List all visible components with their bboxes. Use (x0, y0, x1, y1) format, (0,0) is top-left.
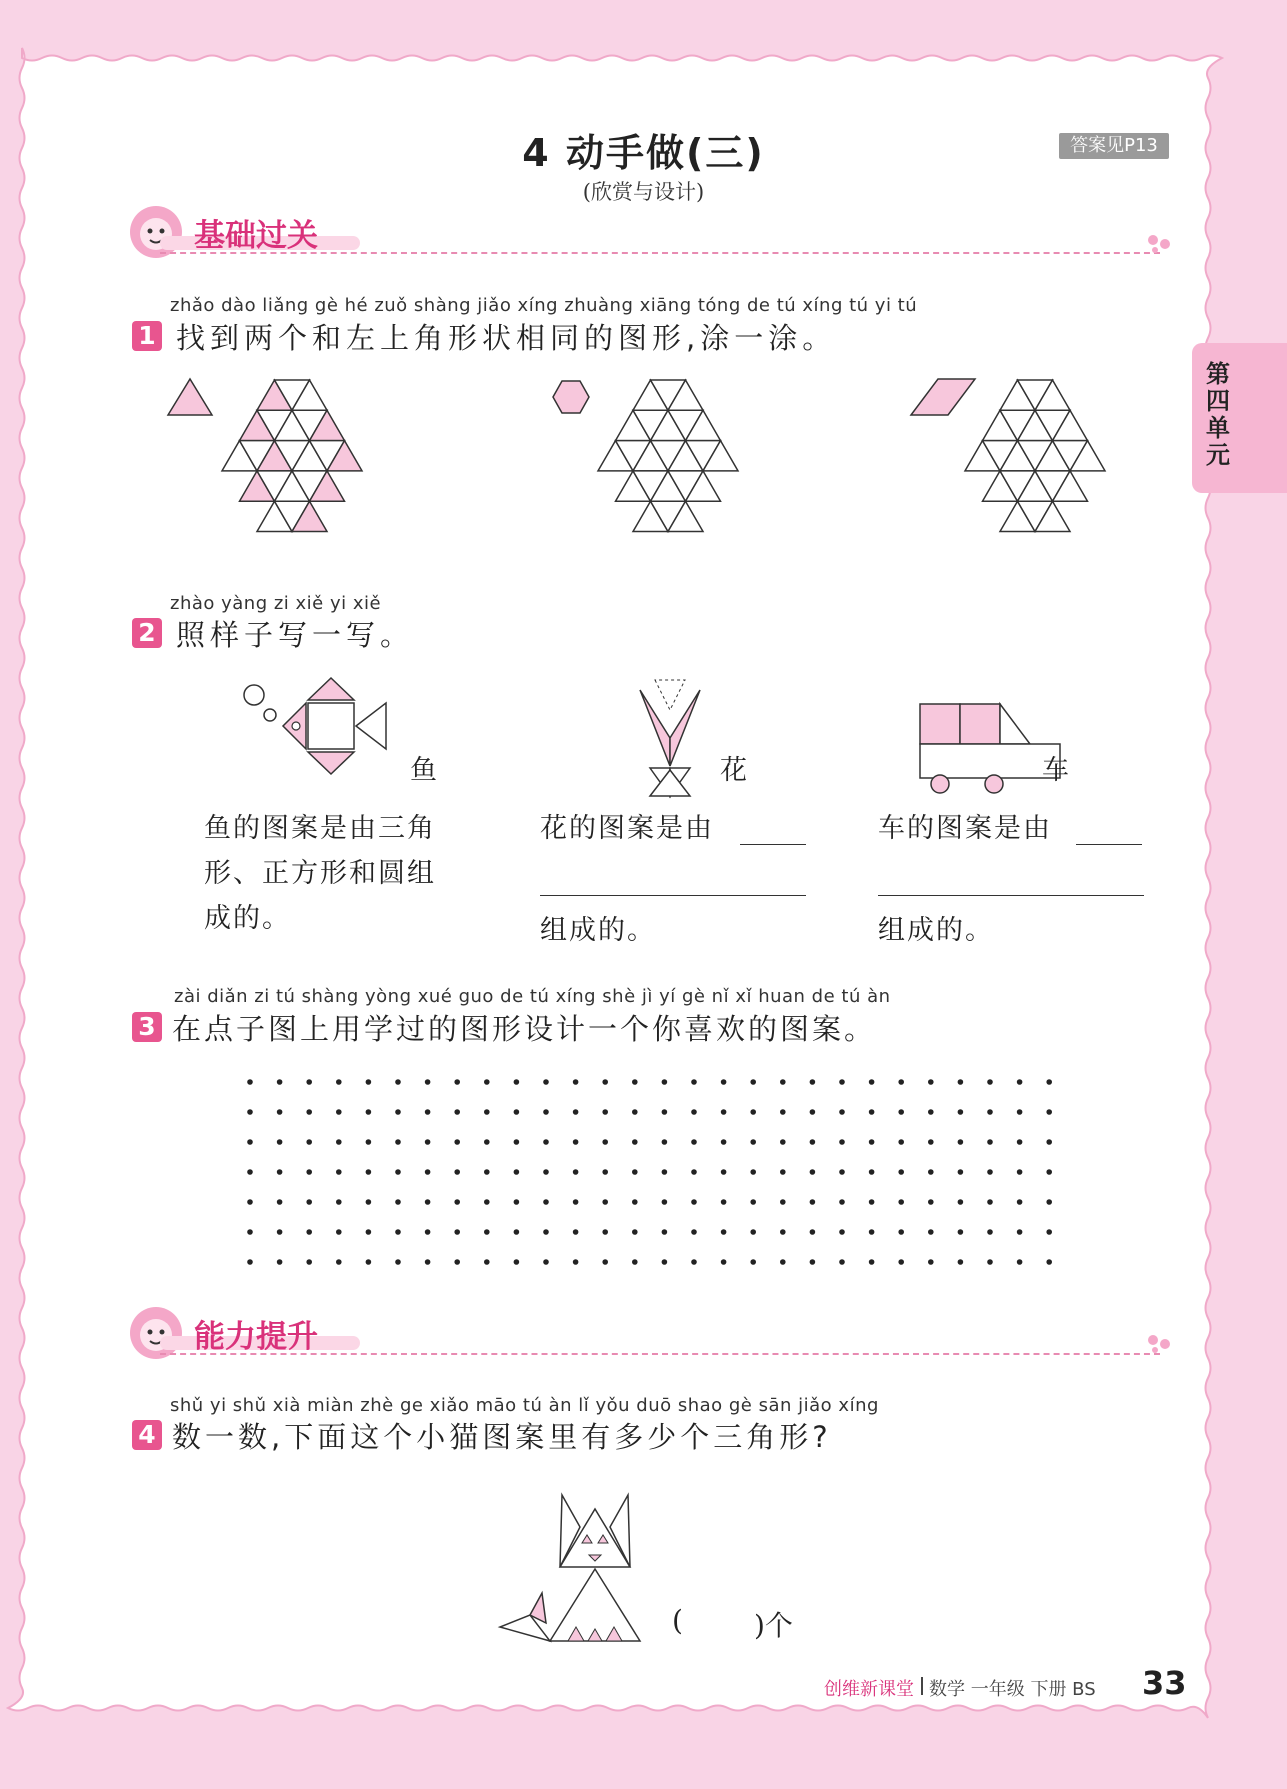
grid-dot[interactable] (602, 1109, 608, 1115)
grid-dot[interactable] (810, 1229, 816, 1235)
triangle-grid-1[interactable] (222, 380, 362, 532)
fish-figure (244, 678, 386, 774)
q2-pinyin: zhào yàng zi xiě yi xiě (170, 593, 382, 614)
grid-dot[interactable] (662, 1079, 668, 1085)
grid-dot[interactable] (662, 1109, 668, 1115)
grid-dot[interactable] (395, 1139, 401, 1145)
grid-dot[interactable] (277, 1079, 283, 1085)
grid-dot[interactable] (691, 1109, 697, 1115)
grid-dot[interactable] (750, 1259, 756, 1265)
grid-dot[interactable] (395, 1229, 401, 1235)
q3-text: 在点子图上用学过的图形设计一个你喜欢的图案。 (172, 1012, 877, 1046)
grid-dot[interactable] (1017, 1259, 1023, 1265)
grid-dot[interactable] (336, 1109, 342, 1115)
sample-hexagon-shape (553, 381, 589, 413)
grid-dot[interactable] (839, 1139, 845, 1145)
grid-dot[interactable] (484, 1199, 490, 1205)
grid-dot[interactable] (869, 1169, 875, 1175)
grid-dot[interactable] (543, 1259, 549, 1265)
grid-dot[interactable] (898, 1109, 904, 1115)
grid-dot[interactable] (928, 1109, 934, 1115)
grid-dot[interactable] (810, 1199, 816, 1205)
grid-dot[interactable] (1046, 1079, 1052, 1085)
grid-dot[interactable] (750, 1079, 756, 1085)
grid-dot[interactable] (514, 1079, 520, 1085)
triangle-grid-2[interactable] (598, 380, 738, 532)
grid-dot[interactable] (277, 1109, 283, 1115)
grid-dot[interactable] (662, 1169, 668, 1175)
grid-dot[interactable] (839, 1079, 845, 1085)
grid-dot[interactable] (987, 1199, 993, 1205)
grid-dot[interactable] (425, 1169, 431, 1175)
grid-dot[interactable] (543, 1169, 549, 1175)
grid-dot[interactable] (1046, 1259, 1052, 1265)
grid-dot[interactable] (484, 1139, 490, 1145)
grid-dot[interactable] (1017, 1229, 1023, 1235)
fish-desc-line2: 形、正方形和圆组 (204, 858, 436, 889)
grid-dot[interactable] (810, 1079, 816, 1085)
car-desc-line3: 组成的。 (878, 915, 994, 946)
grid-dot[interactable] (958, 1139, 964, 1145)
grid-dot[interactable] (454, 1139, 460, 1145)
grid-dot[interactable] (928, 1259, 934, 1265)
grid-dot[interactable] (780, 1199, 786, 1205)
grid-dot[interactable] (395, 1199, 401, 1205)
grid-dot[interactable] (602, 1199, 608, 1205)
q4-pinyin: shǔ yi shǔ xià miàn zhè ge xiǎo māo tú àn lǐ yǒu duō shao gè sān jiǎo xíng (170, 1395, 879, 1416)
grid-dot[interactable] (958, 1109, 964, 1115)
grid-dot[interactable] (336, 1229, 342, 1235)
grid-dot[interactable] (810, 1169, 816, 1175)
grid-dot[interactable] (721, 1169, 727, 1175)
grid-dot[interactable] (425, 1259, 431, 1265)
grid-dot[interactable] (928, 1199, 934, 1205)
grid-dot[interactable] (277, 1139, 283, 1145)
grid-dot[interactable] (632, 1199, 638, 1205)
grid-dot[interactable] (277, 1259, 283, 1265)
grid-dot[interactable] (928, 1079, 934, 1085)
grid-dot[interactable] (987, 1109, 993, 1115)
grid-dot[interactable] (543, 1229, 549, 1235)
grid-dot[interactable] (839, 1229, 845, 1235)
grid-dot[interactable] (632, 1229, 638, 1235)
section-divider (160, 1353, 1160, 1355)
car-answer-blank-1[interactable] (1076, 844, 1142, 845)
grid-dot[interactable] (484, 1259, 490, 1265)
grid-dot[interactable] (1017, 1079, 1023, 1085)
car-answer-blank-2[interactable] (878, 895, 1144, 896)
grid-dot[interactable] (602, 1139, 608, 1145)
grid-dot[interactable] (1046, 1199, 1052, 1205)
grid-dot[interactable] (810, 1109, 816, 1115)
car-label: 车 (1042, 755, 1069, 786)
section-divider (160, 252, 1160, 254)
flower-answer-blank-2[interactable] (540, 895, 806, 896)
grid-dot[interactable] (987, 1169, 993, 1175)
grid-dot[interactable] (395, 1079, 401, 1085)
grid-dot[interactable] (514, 1259, 520, 1265)
dots-ornament-icon (1145, 1334, 1175, 1354)
grid-dot[interactable] (632, 1259, 638, 1265)
grid-dot[interactable] (514, 1169, 520, 1175)
grid-dot[interactable] (573, 1079, 579, 1085)
grid-dot[interactable] (573, 1259, 579, 1265)
flower-figure (640, 680, 700, 796)
dot-grid-canvas[interactable] (240, 1070, 1060, 1270)
grid-dot[interactable] (514, 1139, 520, 1145)
grid-dot[interactable] (277, 1229, 283, 1235)
grid-dot[interactable] (247, 1109, 253, 1115)
grid-dot[interactable] (691, 1079, 697, 1085)
car-figure (920, 704, 1060, 793)
grid-dot[interactable] (1017, 1199, 1023, 1205)
grid-dot[interactable] (750, 1109, 756, 1115)
grid-dot[interactable] (573, 1169, 579, 1175)
grid-dot[interactable] (573, 1109, 579, 1115)
footer-info: 数学 一年级 下册 BS (929, 1679, 1096, 1700)
grid-dot[interactable] (721, 1079, 727, 1085)
grid-dot[interactable] (662, 1139, 668, 1145)
grid-dot[interactable] (958, 1169, 964, 1175)
page-number: 33 (1142, 1664, 1187, 1702)
q4-number: 4 (132, 1420, 162, 1450)
grid-dot[interactable] (543, 1079, 549, 1085)
grid-dot[interactable] (958, 1229, 964, 1235)
grid-dot[interactable] (336, 1079, 342, 1085)
grid-dot[interactable] (543, 1109, 549, 1115)
grid-dot[interactable] (336, 1259, 342, 1265)
grid-dot[interactable] (958, 1199, 964, 1205)
grid-dot[interactable] (484, 1169, 490, 1175)
flower-desc-line1: 花的图案是由 (540, 813, 714, 844)
grid-dot[interactable] (573, 1229, 579, 1235)
grid-dot[interactable] (750, 1199, 756, 1205)
grid-dot[interactable] (425, 1229, 431, 1235)
grid-dot[interactable] (662, 1259, 668, 1265)
grid-dot[interactable] (306, 1139, 312, 1145)
grid-dot[interactable] (247, 1229, 253, 1235)
grid-dot[interactable] (366, 1079, 372, 1085)
grid-dot[interactable] (721, 1229, 727, 1235)
fish-desc-line1: 鱼的图案是由三角 (204, 813, 436, 844)
grid-dot[interactable] (928, 1169, 934, 1175)
grid-dot[interactable] (1046, 1169, 1052, 1175)
grid-dot[interactable] (780, 1229, 786, 1235)
grid-dot[interactable] (247, 1259, 253, 1265)
answer-reference-badge: 答案见P13 (1059, 133, 1169, 159)
section-title-advanced: 能力提升 (194, 1319, 318, 1355)
grid-dot[interactable] (869, 1199, 875, 1205)
q4-text: 数一数,下面这个小猫图案里有多少个三角形? (172, 1420, 832, 1454)
footer-separator (921, 1677, 923, 1695)
sample-parallelogram-shape (911, 379, 975, 415)
grid-dot[interactable] (721, 1139, 727, 1145)
grid-dot[interactable] (366, 1229, 372, 1235)
grid-dot[interactable] (484, 1229, 490, 1235)
grid-dot[interactable] (662, 1229, 668, 1235)
grid-dot[interactable] (484, 1109, 490, 1115)
grid-dot[interactable] (987, 1139, 993, 1145)
fish-label: 鱼 (410, 755, 437, 786)
grid-dot[interactable] (602, 1079, 608, 1085)
grid-dot[interactable] (839, 1259, 845, 1265)
grid-dot[interactable] (721, 1109, 727, 1115)
grid-dot[interactable] (247, 1139, 253, 1145)
grid-dot[interactable] (691, 1229, 697, 1235)
grid-dot[interactable] (780, 1169, 786, 1175)
grid-dot[interactable] (306, 1199, 312, 1205)
section-title-basic: 基础过关 (194, 218, 318, 254)
grid-dot[interactable] (306, 1259, 312, 1265)
fish-desc-line3: 成的。 (204, 903, 291, 934)
grid-dot[interactable] (1046, 1139, 1052, 1145)
grid-dot[interactable] (780, 1259, 786, 1265)
grid-dot[interactable] (306, 1109, 312, 1115)
grid-dot[interactable] (780, 1139, 786, 1145)
grid-dot[interactable] (277, 1199, 283, 1205)
grid-dot[interactable] (839, 1109, 845, 1115)
grid-dot[interactable] (602, 1229, 608, 1235)
grid-dot[interactable] (898, 1259, 904, 1265)
grid-dot[interactable] (395, 1259, 401, 1265)
grid-dot[interactable] (691, 1139, 697, 1145)
grid-dot[interactable] (632, 1079, 638, 1085)
grid-dot[interactable] (247, 1079, 253, 1085)
grid-dot[interactable] (632, 1169, 638, 1175)
fish-description (204, 806, 436, 941)
triangle-grid-3[interactable] (965, 380, 1105, 532)
grid-dot[interactable] (1017, 1169, 1023, 1175)
grid-dot[interactable] (395, 1169, 401, 1175)
grid-dot[interactable] (454, 1169, 460, 1175)
grid-dot[interactable] (425, 1109, 431, 1115)
grid-dot[interactable] (1046, 1109, 1052, 1115)
q4-answer-close: )个 (754, 1609, 793, 1642)
grid-dot[interactable] (514, 1199, 520, 1205)
grid-dot[interactable] (898, 1229, 904, 1235)
q1-number: 1 (132, 321, 162, 351)
grid-dot[interactable] (632, 1139, 638, 1145)
grid-dot[interactable] (306, 1169, 312, 1175)
grid-dot[interactable] (987, 1079, 993, 1085)
grid-dot[interactable] (336, 1199, 342, 1205)
grid-dot[interactable] (839, 1169, 845, 1175)
grid-dot[interactable] (425, 1139, 431, 1145)
grid-dot[interactable] (662, 1199, 668, 1205)
grid-dot[interactable] (602, 1169, 608, 1175)
dots-ornament-icon (1145, 234, 1175, 254)
grid-dot[interactable] (454, 1229, 460, 1235)
grid-dot[interactable] (869, 1259, 875, 1265)
grid-dot[interactable] (247, 1199, 253, 1205)
q1-pinyin: zhǎo dào liǎng gè hé zuǒ shàng jiǎo xíng zhuàng xiāng tóng de tú xíng tú yi tú (170, 295, 918, 316)
unit-tab-label: 第四单元 (1206, 360, 1230, 469)
q3-pinyin: zài diǎn zi tú shàng yòng xué guo de tú xíng shè jì yí gè nǐ xǐ huan de tú àn (174, 986, 891, 1007)
q3-number: 3 (132, 1012, 162, 1042)
grid-dot[interactable] (691, 1169, 697, 1175)
flower-label: 花 (720, 755, 747, 786)
unit-tab (1192, 343, 1287, 493)
grid-dot[interactable] (514, 1229, 520, 1235)
grid-dot[interactable] (898, 1079, 904, 1085)
grid-dot[interactable] (691, 1259, 697, 1265)
grid-dot[interactable] (1046, 1229, 1052, 1235)
flower-answer-blank-1[interactable] (740, 844, 806, 845)
grid-dot[interactable] (366, 1259, 372, 1265)
grid-dot[interactable] (336, 1139, 342, 1145)
grid-dot[interactable] (247, 1169, 253, 1175)
q2-text: 照样子写一写。 (176, 618, 415, 652)
grid-dot[interactable] (780, 1109, 786, 1115)
sample-triangle-shape (168, 379, 212, 415)
grid-dot[interactable] (691, 1199, 697, 1205)
grid-dot[interactable] (395, 1109, 401, 1115)
grid-dot[interactable] (869, 1139, 875, 1145)
q1-figures (160, 370, 1160, 570)
grid-dot[interactable] (810, 1139, 816, 1145)
grid-dot[interactable] (425, 1079, 431, 1085)
page-title: 4 动手做(三) (522, 131, 765, 175)
grid-dot[interactable] (958, 1259, 964, 1265)
grid-dot[interactable] (366, 1199, 372, 1205)
grid-dot[interactable] (366, 1139, 372, 1145)
grid-dot[interactable] (573, 1139, 579, 1145)
grid-dot[interactable] (484, 1079, 490, 1085)
grid-dot[interactable] (898, 1199, 904, 1205)
grid-dot[interactable] (336, 1169, 342, 1175)
q4-answer-blank[interactable] (690, 1604, 750, 1638)
grid-dot[interactable] (306, 1079, 312, 1085)
grid-dot[interactable] (454, 1079, 460, 1085)
grid-dot[interactable] (721, 1259, 727, 1265)
grid-dot[interactable] (573, 1199, 579, 1205)
grid-dot[interactable] (869, 1109, 875, 1115)
grid-dot[interactable] (898, 1169, 904, 1175)
grid-dot[interactable] (454, 1109, 460, 1115)
flower-desc-line3: 组成的。 (540, 915, 656, 946)
grid-dot[interactable] (750, 1229, 756, 1235)
grid-dot[interactable] (869, 1229, 875, 1235)
q2-number: 2 (132, 618, 162, 648)
grid-dot[interactable] (750, 1169, 756, 1175)
footer-brand: 创维新课堂 (824, 1679, 914, 1700)
grid-dot[interactable] (928, 1139, 934, 1145)
page-subtitle: (欣赏与设计) (582, 180, 705, 204)
grid-dot[interactable] (306, 1229, 312, 1235)
grid-dot[interactable] (780, 1079, 786, 1085)
grid-dot[interactable] (839, 1199, 845, 1205)
grid-dot[interactable] (454, 1199, 460, 1205)
grid-dot[interactable] (602, 1259, 608, 1265)
grid-dot[interactable] (810, 1259, 816, 1265)
q1-text: 找到两个和左上角形状相同的图形,涂一涂。 (176, 321, 837, 355)
grid-dot[interactable] (632, 1109, 638, 1115)
cat-figure (490, 1485, 650, 1645)
grid-dot[interactable] (425, 1199, 431, 1205)
grid-dot[interactable] (543, 1199, 549, 1205)
grid-dot[interactable] (987, 1229, 993, 1235)
grid-dot[interactable] (987, 1259, 993, 1265)
grid-dot[interactable] (543, 1139, 549, 1145)
grid-dot[interactable] (1017, 1109, 1023, 1115)
grid-dot[interactable] (366, 1109, 372, 1115)
grid-dot[interactable] (454, 1259, 460, 1265)
grid-dot[interactable] (721, 1199, 727, 1205)
grid-dot[interactable] (1017, 1139, 1023, 1145)
car-desc-line1: 车的图案是由 (878, 813, 1052, 844)
grid-dot[interactable] (277, 1169, 283, 1175)
grid-dot[interactable] (750, 1139, 756, 1145)
grid-dot[interactable] (958, 1079, 964, 1085)
grid-dot[interactable] (366, 1169, 372, 1175)
grid-dot[interactable] (898, 1139, 904, 1145)
q4-answer-open: ( (672, 1604, 683, 1637)
grid-dot[interactable] (514, 1109, 520, 1115)
q2-figures (230, 670, 1160, 800)
grid-dot[interactable] (869, 1079, 875, 1085)
grid-dot[interactable] (928, 1229, 934, 1235)
